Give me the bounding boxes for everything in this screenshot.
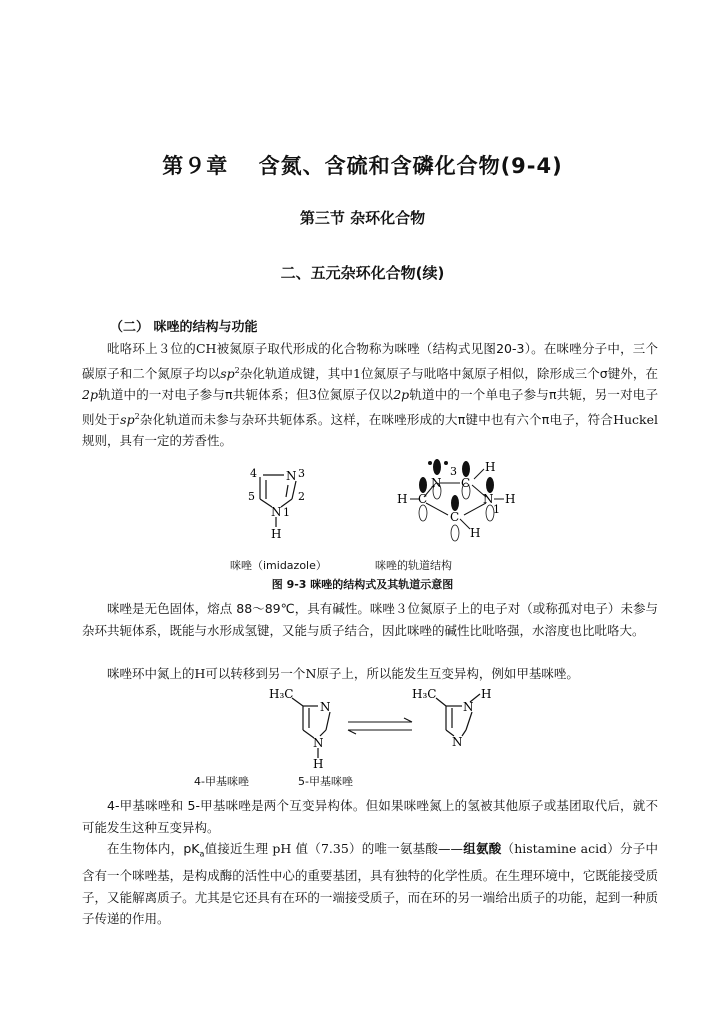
orbital-c-left: C (418, 492, 428, 506)
left-n-bottom: N (313, 736, 324, 750)
equilibrium-arrows (348, 718, 412, 734)
right-n-top: N (463, 700, 474, 714)
orbital-c-top: C (461, 476, 471, 490)
section-title: 第三节 杂环化合物 (299, 209, 426, 227)
figure-caption: 图 9-3 咪唑的结构式及其轨道示意图 (271, 578, 454, 591)
label-5-methylimidazole: 5-甲基咪唑 (298, 775, 353, 788)
part-heading: （二） 咪唑的结构与功能 (110, 320, 258, 335)
figure-label-orbital: 咪唑的轨道结构 (375, 559, 452, 572)
orbital-c-bottom: C (450, 510, 460, 524)
imidazole-c4-num: 4 (250, 467, 257, 480)
imidazole-h: H (271, 527, 282, 541)
orbital-n3-num: 3 (450, 465, 457, 478)
paragraph-imidazole-structure: 吡咯环上３位的CH被氮原子取代形成的化合物称为咪唑（结构式见图20-3）。在咪唑分子中，三个碳原子和二个氮原子均以$sp^2$杂化轨道成键，其中1位氮原子与吡咯中氮原子相似，除形成三个σ键外，在2p轨道中的一对电子参与π共轭体系；但3位氮原子仅以2p轨道中的一个单电子参与π共轭，另一对电子则处于$sp^2$杂化轨道而未参与杂环共轭体系。这样，在咪唑形成的大π键中也有六个π电子，符合Huckel规则，具有一定的芳香性。 (82, 341, 658, 449)
left-h: H (313, 757, 324, 771)
orbital-n3: N (431, 476, 442, 490)
right-methyl: H₃C (412, 687, 437, 701)
figure-label-imidazole: 咪唑（imidazole） (230, 559, 327, 572)
label-4-methylimidazole: 4-甲基咪唑 (194, 775, 249, 788)
paragraph-imidazole-properties: 咪唑是无色固体，熔点 88～89℃，具有碱性。咪唑３位氮原子上的电子对（或称孤对电子）未参与杂环共轭体系，既能与水形成氢键，又能与质子结合，因此咪唑的碱性比吡咯强，水溶度也比吡咯大。 (82, 601, 658, 638)
orbital-h-right: H (505, 492, 516, 506)
paragraph-tautomer-note: 4-甲基咪唑和 5-甲基咪唑是两个互变异构体。但如果咪唑氮上的氢被其他原子或基团取代后，就不可能发生这种互变异构。 (82, 798, 658, 835)
orbital-h-top: H (485, 460, 496, 474)
imidazole-c2-num: 2 (298, 490, 305, 503)
paragraph-histidine: 在生物体内，$pK_a$值接近生理 pH 值（7.35）的唯一氨基酸——组氨酸（histamine acid）分子中含有一个咪唑基，是构成酶的活性中心的重要基团，具有独特的化学性质。在生理环境中，它既能接受质子，又能解离质子。尤其是它还具有在环的一端接受质子，而在环的另一端给出质子的功能，起到一种质子传递的作用。 (82, 841, 658, 926)
imidazole-n3-num: 3 (298, 467, 305, 480)
figure-imidazole (0, 455, 725, 565)
paragraph-tautomerism: 咪唑环中氮上的H可以转移到另一个N原子上，所以能发生互变异构，例如甲基咪唑。 (107, 666, 579, 681)
left-n-top: N (320, 700, 331, 714)
right-n-bottom: N (452, 735, 463, 749)
orbital-h-bottom: H (470, 526, 481, 540)
imidazole-n1: N (271, 505, 282, 519)
orbital-h-left: H (397, 492, 408, 506)
subsection-title: 二、五元杂环化合物(续) (280, 264, 445, 282)
left-methyl: H₃C (269, 687, 294, 701)
imidazole-c5-num: 5 (248, 490, 255, 503)
right-h: H (481, 687, 492, 701)
figure-methylimidazole (0, 684, 725, 772)
chapter-title: 第９章 含氮、含硫和含磷化合物(9-4) (162, 154, 563, 178)
orbital-n1-num: 1 (493, 503, 500, 516)
orbital-n1: N (483, 492, 494, 506)
imidazole-n3: N (286, 469, 297, 483)
imidazole-n1-num: 1 (283, 506, 290, 519)
